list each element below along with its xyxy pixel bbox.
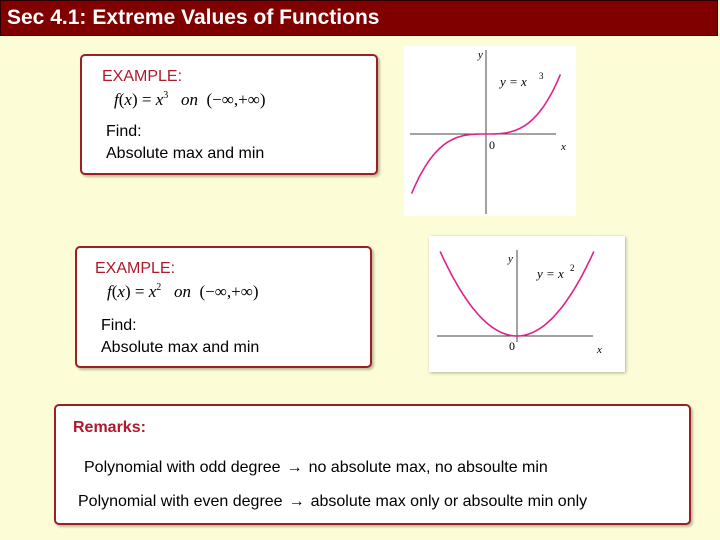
remark-odd-degree: Polynomial with odd degree → no absolute max, no absoulte min — [84, 459, 548, 476]
section-number: Sec 4.1: — [7, 6, 87, 29]
example2-card — [75, 246, 372, 368]
arrow-icon: → — [288, 493, 305, 510]
example2-task: Absolute max and min — [101, 339, 260, 356]
example2-formula: $f(x) = x^2$ on (−∞,+∞) — [107, 282, 259, 301]
example1-card — [80, 54, 378, 175]
y-axis-label: y — [508, 253, 513, 265]
cubic-exponent: 3 — [539, 71, 544, 81]
example1-find: Find: — [106, 123, 142, 140]
origin-label: 0 — [489, 138, 495, 152]
cubic-equation: y = x — [500, 74, 527, 89]
quadratic-plot — [429, 236, 625, 372]
cubic-plot — [404, 46, 576, 216]
graph-cubic — [404, 46, 576, 216]
slide-title — [0, 0, 718, 36]
example2-label: EXAMPLE: — [95, 260, 176, 277]
quadratic-exponent: 2 — [570, 263, 575, 273]
origin-label: 0 — [509, 339, 515, 353]
remarks-card — [54, 404, 691, 525]
x-axis-label: x — [561, 141, 566, 153]
example1-formula: $f(x) = x^3$ on (−∞,+∞) — [114, 90, 266, 109]
quadratic-equation: y = x — [537, 266, 564, 281]
remark-even-degree: Polynomial with even degree → absolute max only or absoulte min only — [78, 493, 588, 510]
y-axis-label: y — [478, 49, 483, 61]
example1-label: EXAMPLE: — [102, 68, 183, 85]
x-axis-label: x — [597, 344, 602, 356]
graph-quadratic — [429, 236, 625, 372]
arrow-icon: → — [286, 459, 303, 476]
remarks-title: Remarks: — [73, 419, 146, 436]
title-text: Extreme Values of Functions — [92, 6, 380, 29]
example1-task: Absolute max and min — [106, 145, 265, 162]
example2-find: Find: — [101, 317, 137, 334]
